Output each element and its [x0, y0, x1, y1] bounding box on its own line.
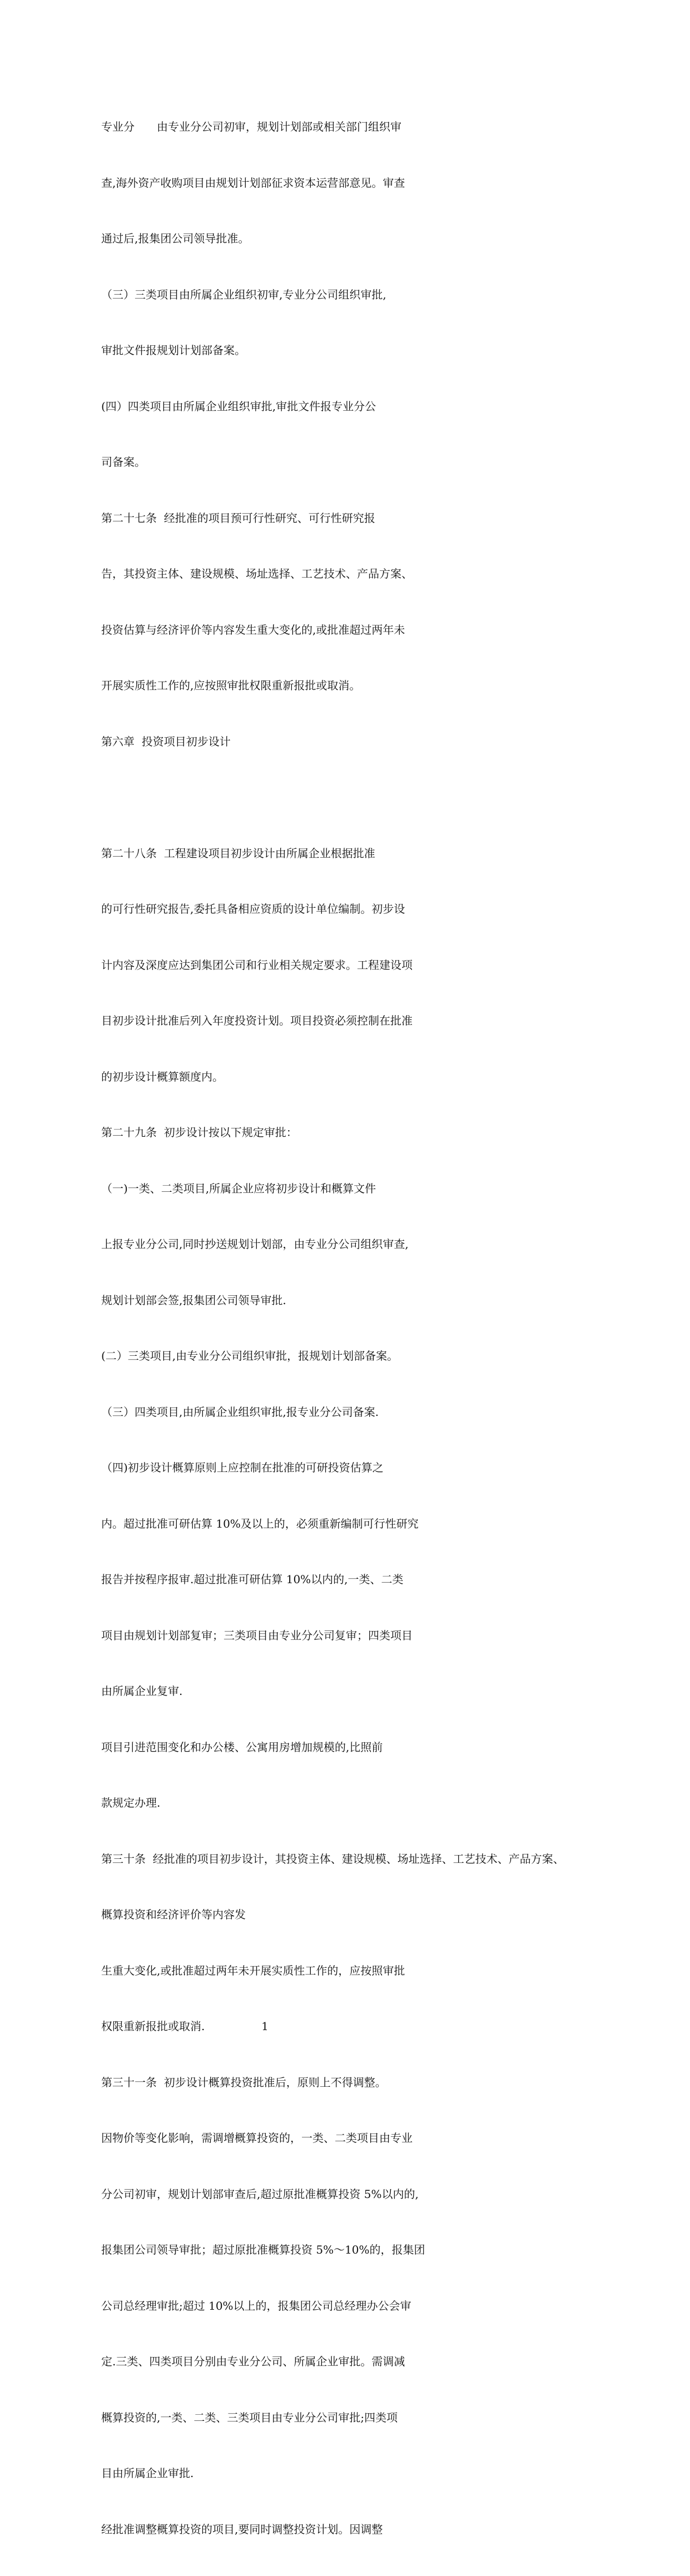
text-line: 投资估算与经济评价等内容发生重大变化的,或批准超过两年未	[101, 623, 405, 636]
article-heading: 第三十一条 初步设计概算投资批准后，原则上不得调整。	[101, 2075, 386, 2089]
text-line: 开展实质性工作的,应按照审批权限重新报批或取消。	[101, 679, 361, 692]
text-line: 审批文件报规划计划部备案。	[101, 344, 246, 357]
text-line: 目初步设计批准后列入年度投资计划。项目投资必须控制在批准	[101, 1014, 413, 1027]
text-line: （四)初步设计概算原则上应控制在批准的可研投资估算之	[101, 1461, 384, 1474]
text-line: 上报专业分公司,同时抄送规划计划部，由专业分公司组织审查,	[101, 1237, 409, 1251]
text-line: 项目引进范围变化和办公楼、公寓用房增加规模的,比照前	[101, 1740, 383, 1754]
text-line: 计内容及深度应达到集团公司和行业相关规定要求。工程建设项	[101, 958, 413, 972]
text-line: 概算投资和经济评价等内容发	[101, 1908, 246, 1921]
text-line: 分公司初审，规划计划部审查后,超过原批准概算投资 5%以内的,	[101, 2187, 419, 2201]
text-line: （三）三类项目由所属企业组织初审,专业分公司组织审批,	[101, 287, 386, 301]
text-line: 概算投资的,一类、二类、三类项目由专业分公司审批;四类项	[101, 2410, 398, 2424]
text-line: 项目由规划计划部复审；三类项目由专业分公司复审；四类项目	[101, 1628, 413, 1642]
text-line: 查,海外资产收购项目由规划计划部征求资本运营部意见。审查	[101, 176, 405, 190]
document-body	[101, 81, 657, 2576]
text-line: 内。超过批准可研估算 10%及以上的，必须重新编制可行性研究	[101, 1516, 419, 1530]
article-heading: 第二十八条 工程建设项目初步设计由所属企业根据批准	[101, 846, 375, 860]
article-heading: 第二十九条 初步设计按以下规定审批：	[101, 1126, 297, 1139]
text-line: （一)一类、二类项目,所属企业应将初步设计和概算文件	[101, 1181, 376, 1195]
text-line: 告，其投资主体、建设规模、场址选择、工艺技术、产品方案、	[101, 567, 413, 580]
text-line: (二）三类项目,由专业分公司组织审批，报规划计划部备案。	[101, 1349, 399, 1362]
text-line: 目由所属企业审批.	[101, 2466, 194, 2480]
text-line: 通过后,报集团公司领导批准。	[101, 232, 250, 245]
article-heading: 第三十条 经批准的项目初步设计，其投资主体、建设规模、场址选择、工艺技术、产品方案、	[101, 1852, 564, 1866]
text-line: （三）四类项目,由所属企业组织审批,报专业分公司备案.	[101, 1405, 379, 1419]
text-line: 款规定办理.	[101, 1796, 161, 1809]
text-line: 公司总经理审批;超过 10%以上的，报集团公司总经理办公会审	[101, 2299, 411, 2313]
text-line: 报集团公司领导审批；超过原批准概算投资 5%～10%的，报集团	[101, 2243, 425, 2256]
blank-line	[101, 788, 657, 807]
text-line: 经批准调整概算投资的项目,要同时调整投资计划。因调整	[101, 2522, 383, 2536]
text-line: 的可行性研究报告,委托具备相应资质的设计单位编制。初步设	[101, 902, 405, 916]
text-line: 专业分 由专业分公司初审，规划计划部或相关部门组织审	[101, 120, 401, 133]
text-line: 司备案。	[101, 455, 146, 469]
text-line-with-page-number: 权限重新报批或取消. 1	[101, 2020, 269, 2033]
text-line: 由所属企业复审.	[101, 1684, 183, 1698]
chapter-heading: 第六章 投资项目初步设计	[101, 734, 231, 748]
text-line: 报告并按程序报审.超过批准可研估算 10%以内的,一类、二类	[101, 1573, 404, 1586]
article-heading: 第二十七条 经批准的项目预可行性研究、可行性研究报	[101, 511, 375, 525]
text-line: (四）四类项目由所属企业组织审批,审批文件报专业分公	[101, 399, 376, 413]
text-line: 生重大变化,或批准超过两年未开展实质性工作的，应按照审批	[101, 1963, 405, 1977]
text-line: 的初步设计概算额度内。	[101, 1070, 224, 1083]
text-line: 因物价等变化影响，需调增概算投资的，一类、二类项目由专业	[101, 2131, 413, 2145]
text-line: 规划计划部会签,报集团公司领导审批.	[101, 1293, 286, 1307]
text-line: 定.三类、四类项目分别由专业分公司、所属企业审批。需调减	[101, 2355, 405, 2368]
